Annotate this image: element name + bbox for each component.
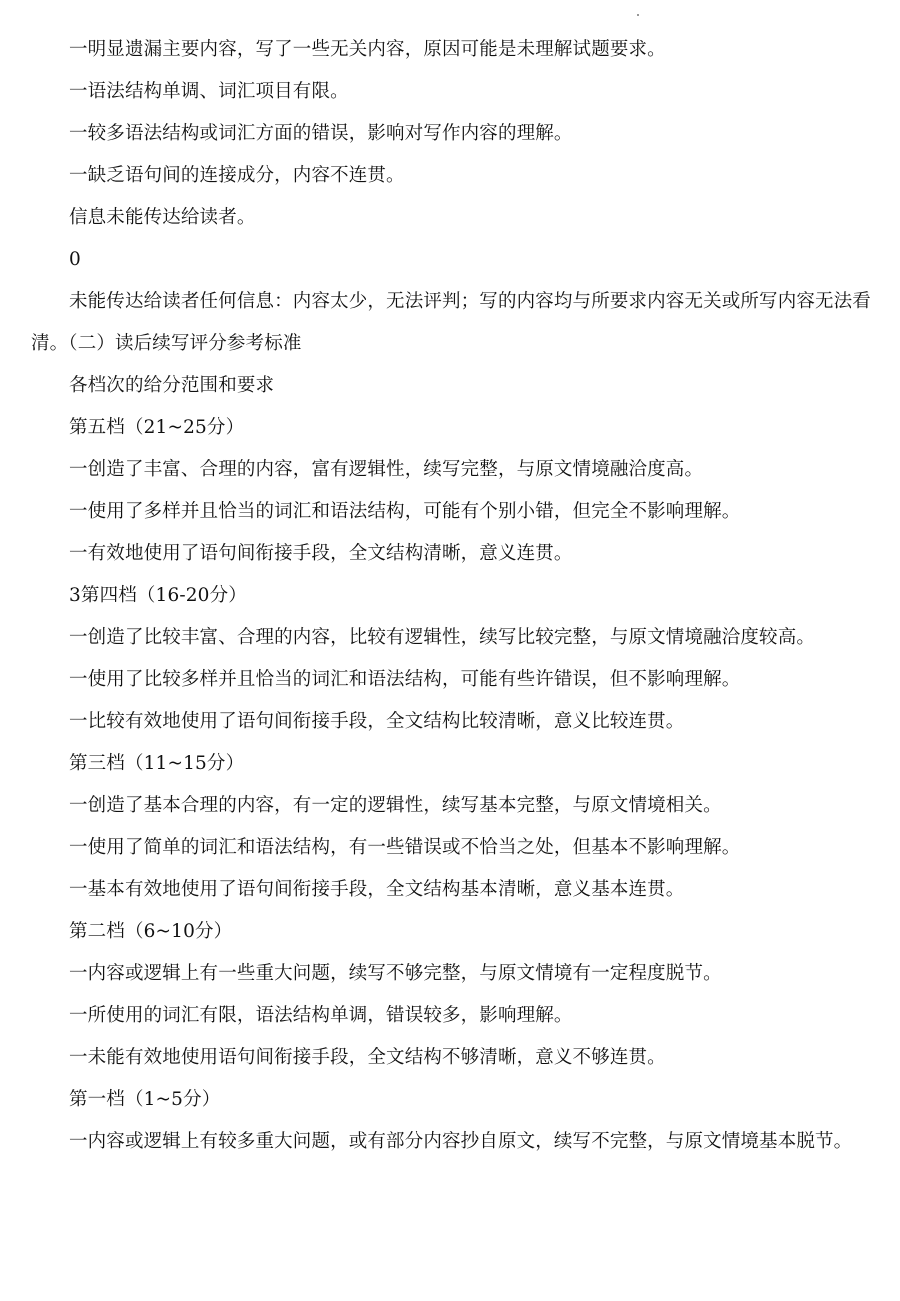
paragraph-18: 一创造了基本合理的内容，有一定的逻辑性，续写基本完整，与原文情境相关。 [69, 795, 722, 816]
paragraph-20: 一基本有效地使用了语句间衔接手段，全文结构基本清晰，意义基本连贯。 [69, 879, 685, 900]
grade-one-heading: 第一档（1~5分） [69, 1089, 221, 1110]
paragraph-23: 一所使用的词汇有限，语法结构单调，错误较多，影响理解。 [69, 1005, 573, 1026]
paragraph-15: 一使用了比较多样并且恰当的词汇和语法结构，可能有些许错误，但不影响理解。 [69, 669, 741, 690]
document-body [31, 29, 871, 1163]
paragraph-7: 未能传达给读者任何信息：内容太少，无法评判；写的内容均与所要求内容无关或所写内容无法看清。（二）读后续写评分参考标准 [31, 291, 871, 354]
paragraph-3: 一较多语法结构或词汇方面的错误，影响对写作内容的理解。 [69, 123, 573, 144]
paragraph-4: 一缺乏语句间的连接成分，内容不连贯。 [69, 165, 405, 186]
paragraph-1: 一明显遗漏主要内容，写了一些无关内容，原因可能是未理解试题要求。 [69, 39, 666, 60]
grade-three-heading: 第三档（11~15分） [69, 753, 245, 774]
grade-two-heading: 第二档（6~10分） [69, 921, 233, 942]
grade-five-heading: 第五档（21~25分） [69, 417, 245, 438]
paragraph-11: 一使用了多样并且恰当的词汇和语法结构，可能有个别小错，但完全不影响理解。 [69, 501, 741, 522]
paragraph-10: 一创造了丰富、合理的内容，富有逻辑性，续写完整，与原文情境融洽度高。 [69, 459, 704, 480]
paragraph-24: 一未能有效地使用语句间衔接手段，全文结构不够清晰，意义不够连贯。 [69, 1047, 666, 1068]
paragraph-6: 0 [69, 249, 81, 270]
paragraph-14: 一创造了比较丰富、合理的内容，比较有逻辑性，续写比较完整，与原文情境融洽度较高。 [69, 627, 816, 648]
paragraph-8: 各档次的给分范围和要求 [69, 375, 275, 396]
paragraph-22: 一内容或逻辑上有一些重大问题，续写不够完整，与原文情境有一定程度脱节。 [69, 963, 722, 984]
paragraph-19: 一使用了简单的词汇和语法结构，有一些错误或不恰当之处，但基本不影响理解。 [69, 837, 741, 858]
paragraph-5: 信息未能传达给读者。 [69, 207, 256, 228]
paragraph-26: 一内容或逻辑上有较多重大问题，或有部分内容抄自原文，续写不完整，与原文情境基本脱节。 [69, 1131, 853, 1152]
paragraph-16: 一比较有效地使用了语句间衔接手段，全文结构比较清晰，意义比较连贯。 [69, 711, 685, 732]
paragraph-2: 一语法结构单调、词汇项目有限。 [69, 81, 349, 102]
scan-dot [637, 14, 639, 16]
paragraph-12: 一有效地使用了语句间衔接手段，全文结构清晰，意义连贯。 [69, 543, 573, 564]
grade-four-heading: 3第四档（16-20分） [69, 585, 247, 606]
